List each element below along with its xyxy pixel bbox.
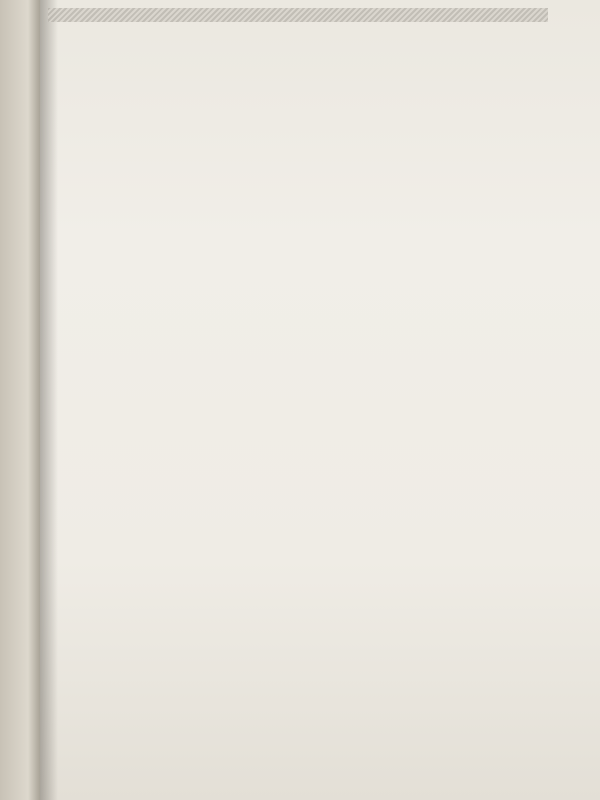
header-decorative-band <box>48 8 548 22</box>
adjacent-page-edge <box>0 0 40 800</box>
book-page <box>40 0 600 800</box>
